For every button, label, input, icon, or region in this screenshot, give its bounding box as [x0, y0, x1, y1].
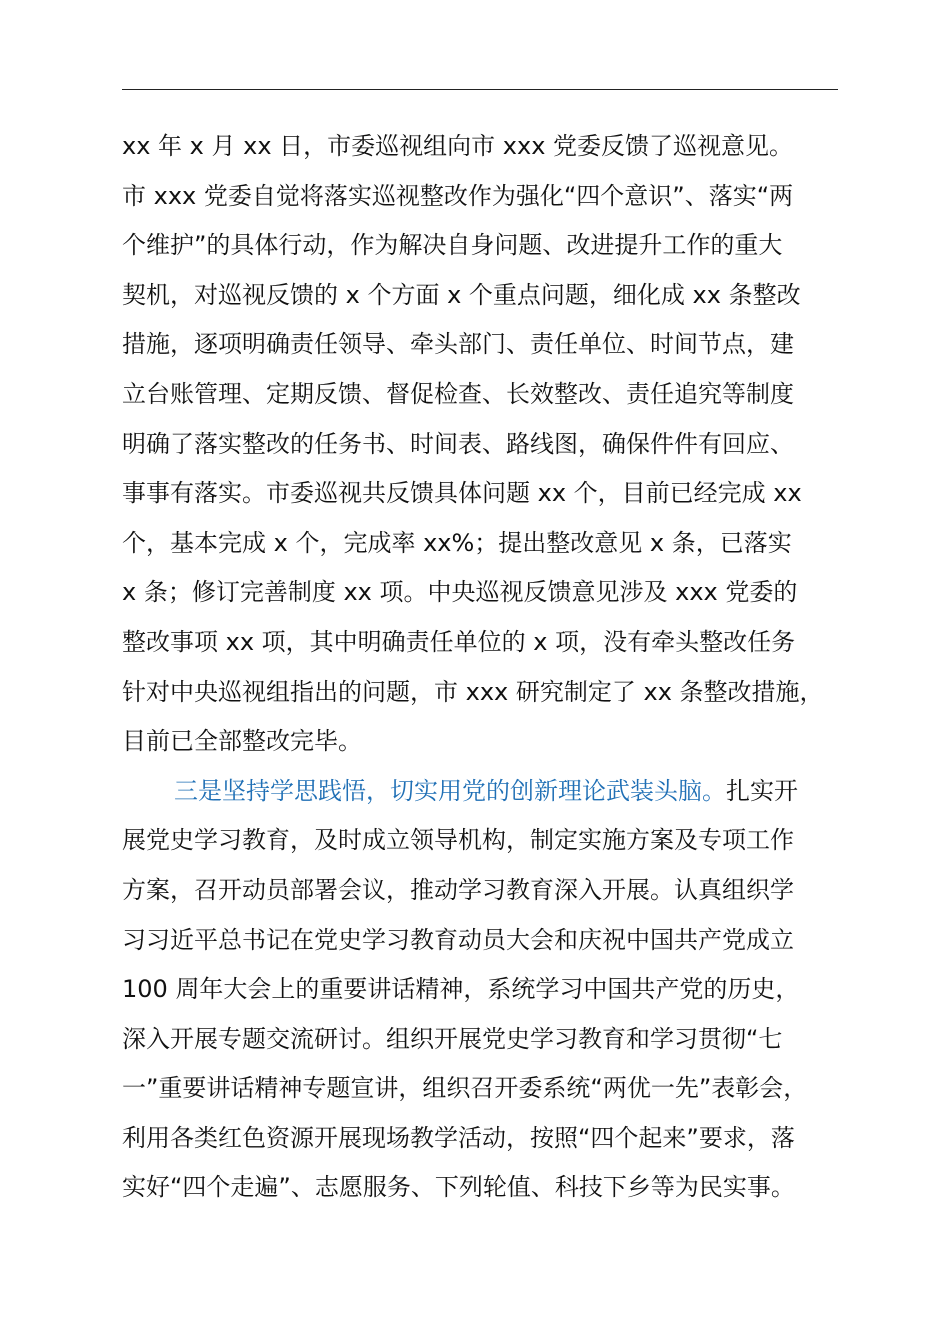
text-run: 扎实开 [726, 776, 798, 805]
text-line: 事事有落实。市委巡视共反馈具体问题 xx 个，目前已经完成 xx [122, 479, 802, 508]
text-line: 实好“四个走遍”、志愿服务、下列轮值、科技下乡等为民实事。 [122, 1173, 795, 1202]
text-line: 一”重要讲话精神专题宣讲，组织召开委系统“两优一先”表彰会， [122, 1074, 808, 1103]
header-rule [122, 89, 838, 90]
text-line: 利用各类红色资源开展现场教学活动，按照“四个起来”要求，落 [122, 1123, 795, 1152]
text-line: 习习近平总书记在党史学习教育动员大会和庆祝中国共产党成立 [122, 925, 794, 954]
section-heading: 三是坚持学思践悟，切实用党的创新理论武装头脑。 [174, 776, 726, 805]
text-line: 个，基本完成 x 个，完成率 xx%；提出整改意见 x 条，已落实 [122, 528, 792, 557]
text-line: 市 xxx 党委自觉将落实巡视整改作为强化“四个意识”、落实“两 [122, 181, 794, 210]
text-line: 方案，召开动员部署会议，推动学习教育深入开展。认真组织学 [122, 875, 794, 904]
document-body [122, 122, 838, 1213]
paragraph-inspection-rectification [122, 122, 838, 767]
text-line: x 条；修订完善制度 xx 项。中央巡视反馈意见涉及 xxx 党委的 [122, 578, 798, 607]
text-line: 个维护”的具体行动，作为解决自身问题、改进提升工作的重大 [122, 231, 783, 260]
text-line: 明确了落实整改的任务书、时间表、路线图，确保件件有回应、 [122, 429, 794, 458]
text-line: 100 周年大会上的重要讲话精神，系统学习中国共产党的历史， [122, 975, 800, 1004]
text-line: 立台账管理、定期反馈、督促检查、长效整改、责任追究等制度 [122, 379, 794, 408]
text-line: 针对中央巡视组指出的问题，市 xxx 研究制定了 xx 条整改措施， [122, 677, 824, 706]
paragraph-theory-study [122, 767, 838, 1213]
text-line: 深入开展专题交流研讨。组织开展党史学习教育和学习贯彻“七 [122, 1024, 783, 1053]
text-line: 展党史学习教育，及时成立领导机构，制定实施方案及专项工作 [122, 826, 794, 855]
text-line: 目前已全部整改完毕。 [122, 727, 362, 756]
text-line: 整改事项 xx 项，其中明确责任单位的 x 项，没有牵头整改任务 [122, 627, 796, 656]
text-line: xx 年 x 月 xx 日，市委巡视组向市 xxx 党委反馈了巡视意见。 [122, 132, 794, 160]
text-line: 契机，对巡视反馈的 x 个方面 x 个重点问题，细化成 xx 条整改 [122, 280, 801, 309]
paragraph-first-line [122, 767, 838, 817]
text-line: 措施，逐项明确责任领导、牵头部门、责任单位、时间节点，建 [122, 330, 794, 359]
